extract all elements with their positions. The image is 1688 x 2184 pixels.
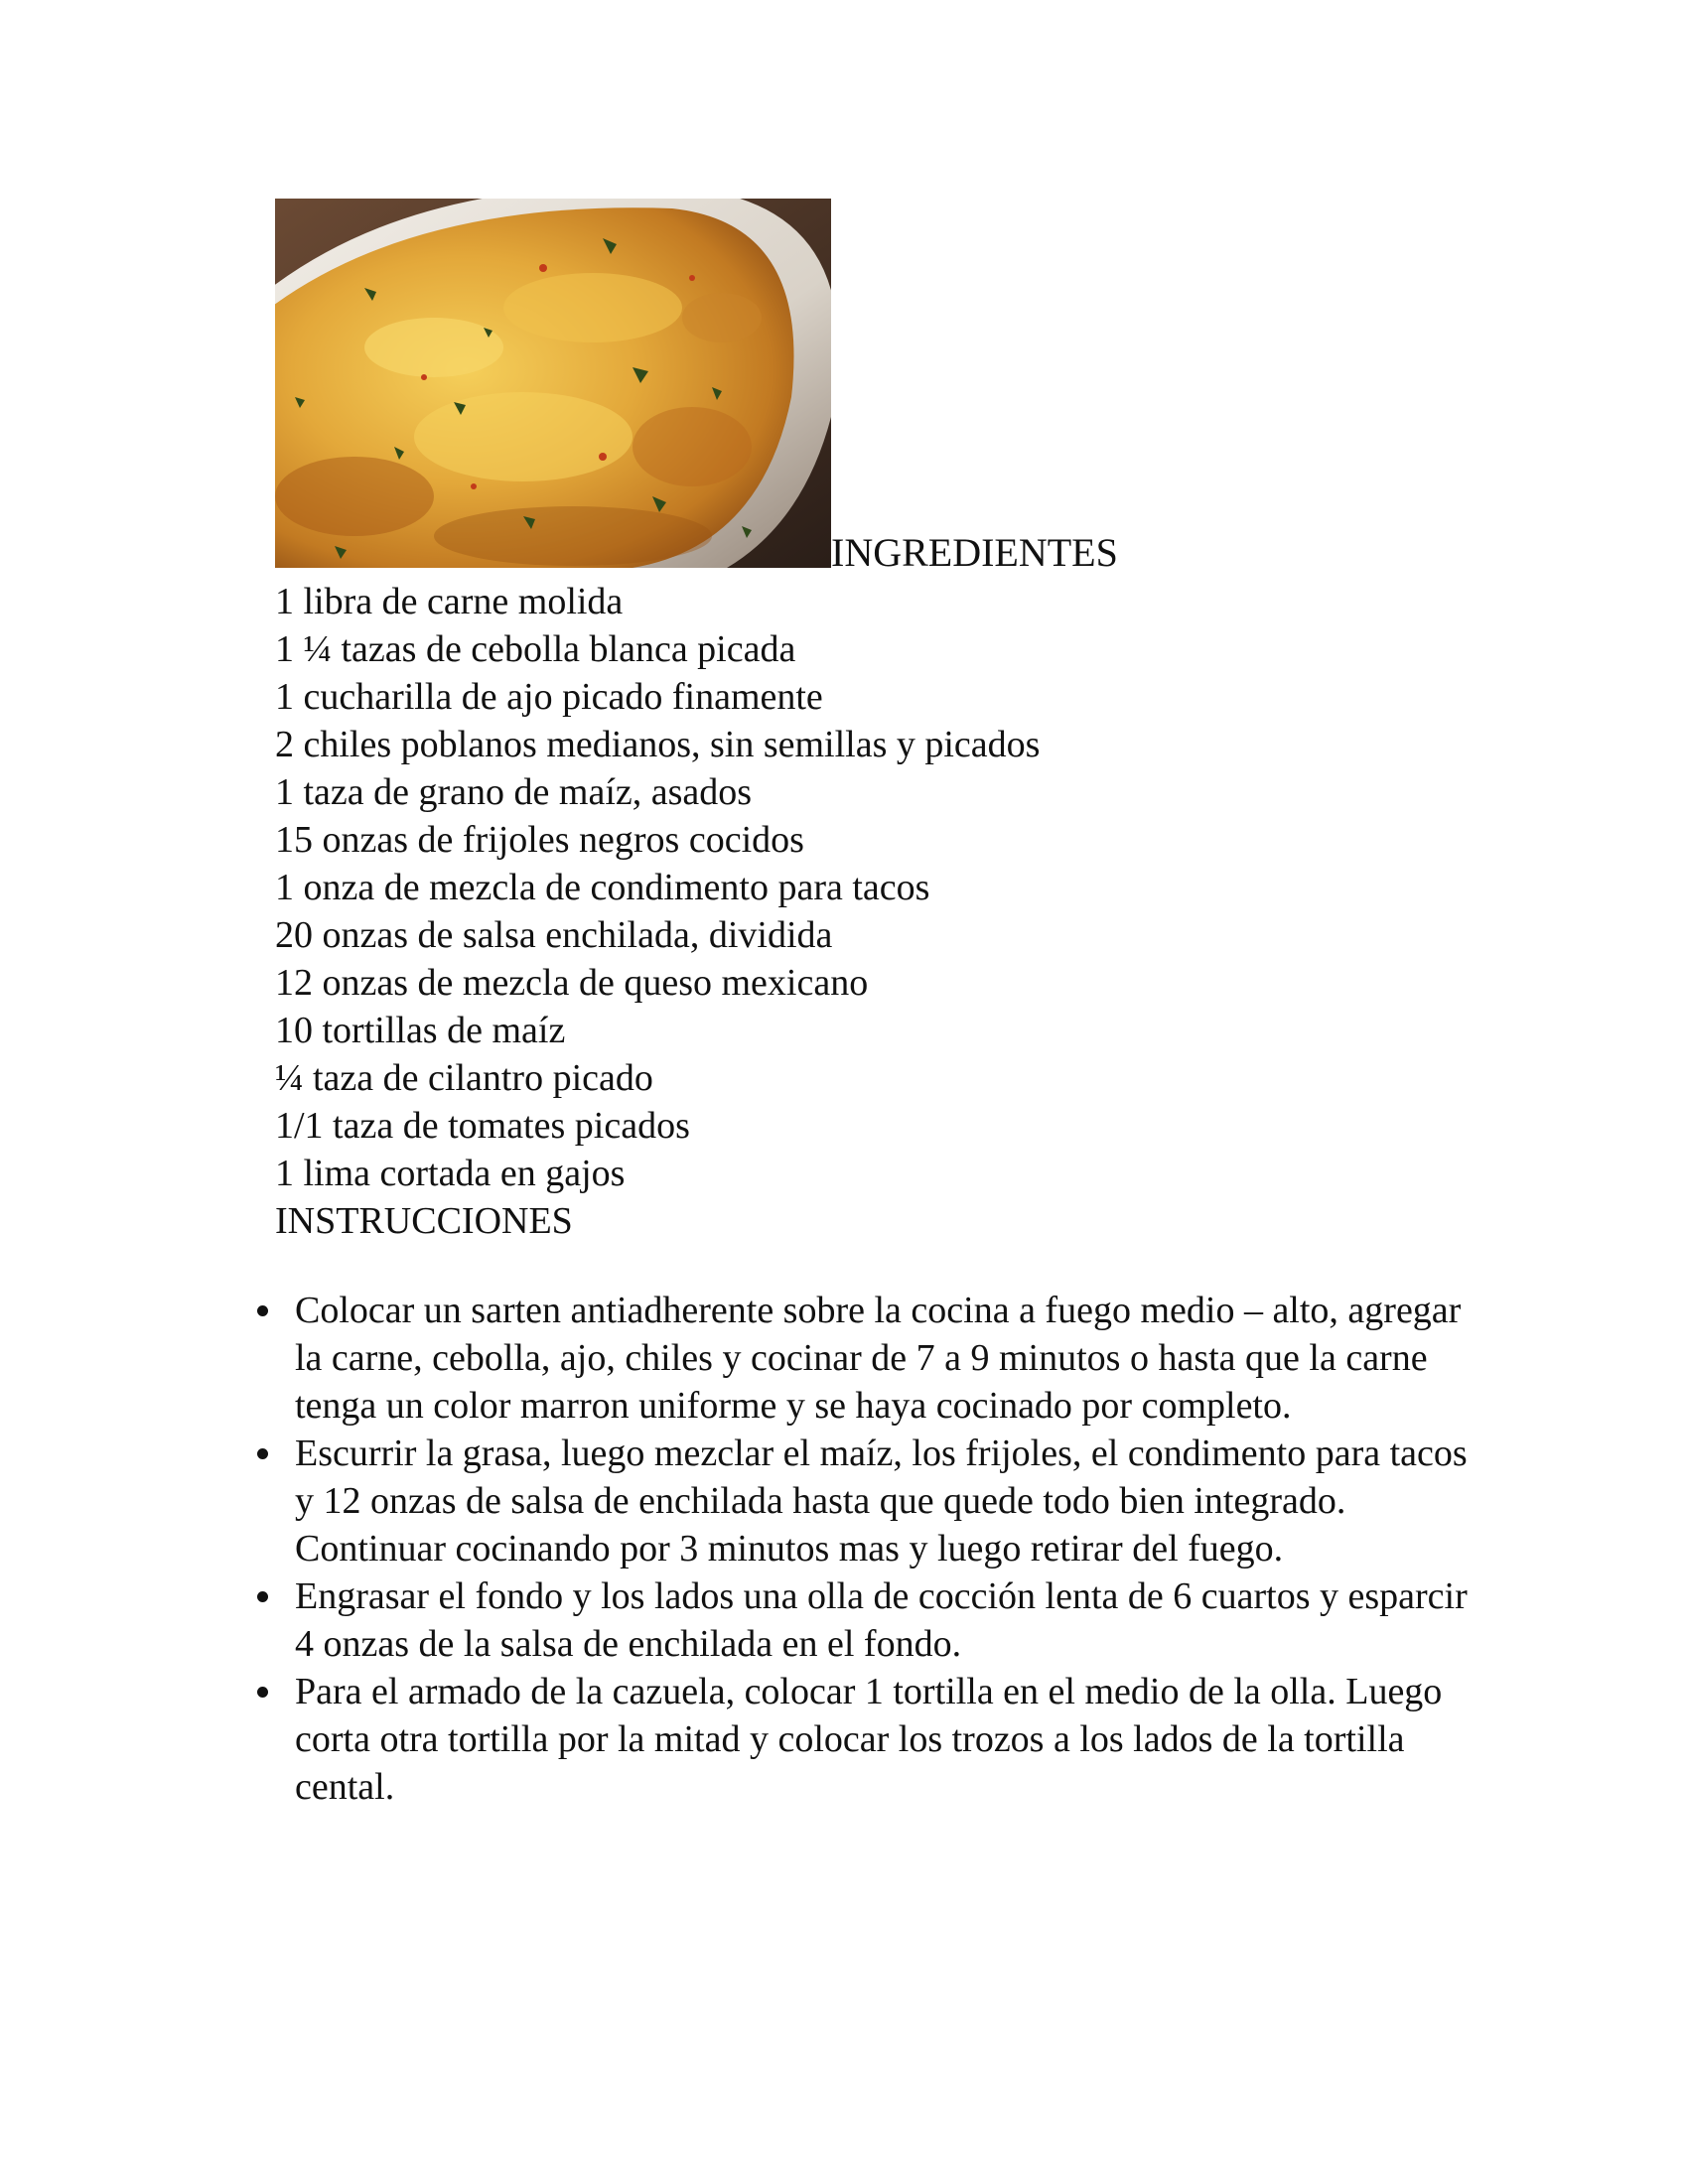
ingredient-item: 1 onza de mezcla de condimento para tacos — [275, 867, 930, 908]
instructions-list — [295, 1287, 1486, 1811]
instruction-step — [295, 1572, 1486, 1668]
ingredients-list — [275, 578, 1040, 1197]
instruction-text: Colocar un sarten antiadherente sobre la cocina a fuego medio – alto, agregar la carne, cebolla, ajo, chiles y cocinar de 7 a 9 minutos o hasta que la carne tenga un color marron uniforme y se haya cocinado por completo. — [295, 1290, 1462, 1427]
ingredient-item: 1/1 taza de tomates picados — [275, 1105, 690, 1147]
photo-row — [275, 199, 1118, 575]
bullet-icon — [257, 1448, 268, 1459]
bullet-icon — [257, 1591, 268, 1602]
ingredient-item: 1 lima cortada en gajos — [275, 1153, 626, 1194]
casserole-photo-graphic — [275, 199, 831, 568]
ingredient-item: 1 libra de carne molida — [275, 581, 624, 622]
instruction-text: Para el armado de la cazuela, colocar 1 tortilla en el medio de la olla. Luego corta otra tortilla por la mitad y colocar los trozos a los lados de la tortilla cental. — [295, 1671, 1443, 1808]
ingredient-item: 20 onzas de salsa enchilada, dividida — [275, 914, 833, 956]
ingredients-heading: INGREDIENTES — [831, 530, 1118, 575]
ingredient-item: 1 taza de grano de maíz, asados — [275, 771, 753, 813]
ingredient-item: 2 chiles poblanos medianos, sin semillas y picados — [275, 724, 1041, 765]
ingredient-item: 15 onzas de frijoles negros cocidos — [275, 819, 804, 861]
ingredient-item: 1 cucharilla de ajo picado finamente — [275, 676, 823, 718]
bullet-icon — [257, 1687, 268, 1698]
ingredient-item: ¼ taza de cilantro picado — [275, 1057, 653, 1099]
bullet-icon — [257, 1305, 268, 1316]
casserole-photo-icon — [275, 199, 831, 568]
instruction-step — [295, 1287, 1486, 1430]
instructions-heading: INSTRUCCIONES — [275, 1200, 573, 1242]
ingredient-item: 1 ¼ tazas de cebolla blanca picada — [275, 628, 796, 670]
instruction-text: Escurrir la grasa, luego mezclar el maíz, los frijoles, el condimento para tacos y 12 onzas de salsa de enchilada hasta que quede todo bien integrado. Continuar cocinando por 3 minutos mas y luego retirar del fuego. — [295, 1433, 1468, 1570]
instruction-step — [295, 1668, 1486, 1811]
ingredient-item: 10 tortillas de maíz — [275, 1010, 566, 1051]
instruction-text: Engrasar el fondo y los lados una olla de cocción lenta de 6 cuartos y esparcir 4 onzas de la salsa de enchilada en el fondo. — [295, 1575, 1468, 1665]
instruction-step — [295, 1430, 1486, 1572]
ingredient-item: 12 onzas de mezcla de queso mexicano — [275, 962, 869, 1004]
